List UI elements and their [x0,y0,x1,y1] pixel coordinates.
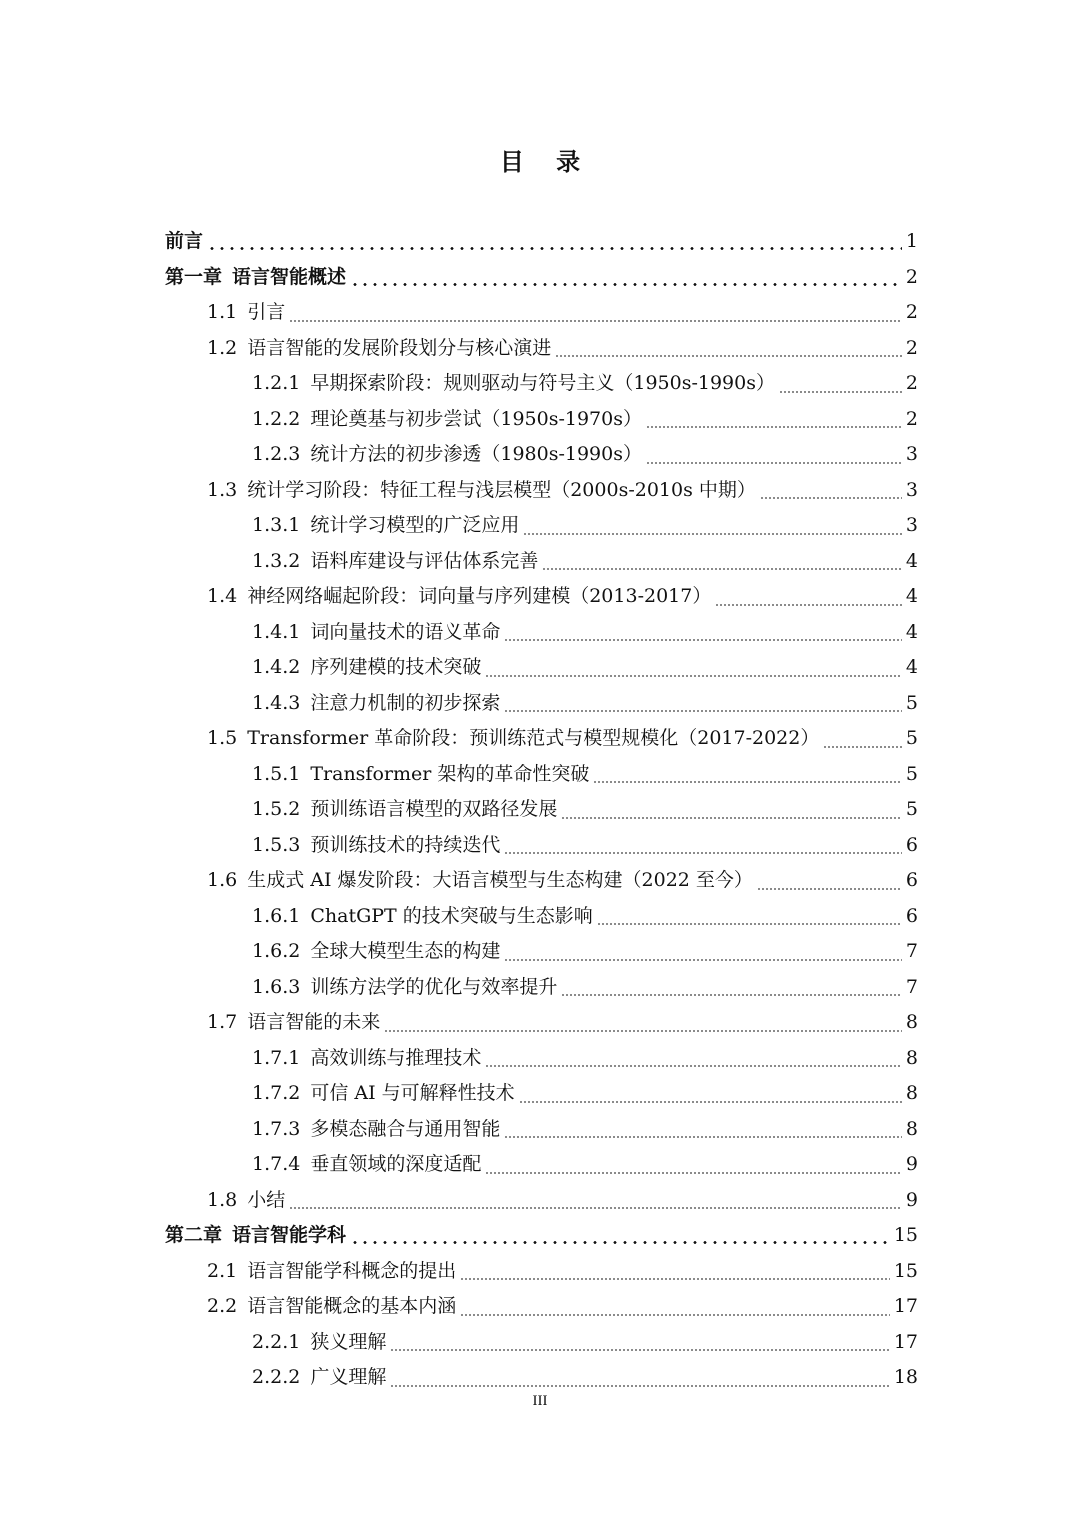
toc-entry-title: 理论奠基与初步尝试（1950s-1970s） [310,407,642,430]
toc-entry-page: 4 [905,656,918,679]
toc-entry-page: 2 [905,265,918,288]
toc-entry-page: 5 [905,798,918,821]
toc-entry-number: 1.6.1 [252,904,301,927]
dot-leader [485,675,902,677]
dot-leader [504,959,902,961]
dot-leader [485,1172,902,1174]
dot-leader [350,1241,890,1244]
toc-entry-number: 2.1 [207,1259,238,1282]
dot-leader [485,1065,902,1067]
toc-entry-number: 1.3 [207,478,238,501]
dot-leader [757,888,902,890]
toc-entry-number: 1.1 [207,301,238,324]
toc-entry-number: 1.2.1 [252,372,301,395]
toc-section-entry[interactable] [207,1005,918,1041]
toc-entry-title: 注意力机制的初步探索 [310,691,501,714]
toc-entry-title: 语言智能的发展阶段划分与核心演进 [247,336,552,359]
dot-leader [779,391,902,393]
toc-entry-page: 8 [905,1117,918,1140]
toc-section-entry[interactable] [207,295,918,331]
toc-entry-number: 2.2.2 [252,1366,301,1389]
toc-section-entry[interactable] [252,1041,918,1077]
toc-entry-title: 神经网络崛起阶段：词向量与序列建模（2013-2017） [247,585,712,608]
toc-entry-page: 7 [905,940,918,963]
toc-section-entry[interactable] [207,473,918,509]
dot-leader [504,639,902,641]
toc-entry-title: 语言智能学科概念的提出 [247,1259,457,1282]
toc-section-entry[interactable] [252,437,918,473]
toc-section-entry[interactable] [207,721,918,757]
toc-entry-number: 1.6.2 [252,940,301,963]
dot-leader [289,1207,902,1209]
toc-entry-title: 早期探索阶段：规则驱动与符号主义（1950s-1990s） [310,372,775,395]
toc-entry-number: 1.4.2 [252,656,301,679]
toc-entry-title: Transformer 革命阶段：预训练范式与模型规模化（2017-2022） [247,727,820,750]
dot-leader [390,1349,889,1351]
toc-entry-title: 多模态融合与通用智能 [310,1117,501,1140]
dot-leader [593,781,902,783]
toc-entry-page: 2 [905,407,918,430]
toc-section-entry[interactable] [252,1147,918,1183]
toc-entry-page: 5 [905,727,918,750]
dot-leader [384,1030,902,1032]
toc-section-entry[interactable] [252,402,918,438]
toc-section-entry[interactable] [252,1360,918,1396]
toc-entry-page: 8 [905,1011,918,1034]
toc-entry-number: 1.6 [207,869,238,892]
toc-entry-title: 广义理解 [310,1366,387,1389]
toc-entry-number: 1.4.3 [252,691,301,714]
toc-entry-page: 6 [905,904,918,927]
toc-section-entry[interactable] [252,615,918,651]
toc-entry-page: 5 [905,762,918,785]
toc-section-entry[interactable] [252,970,918,1006]
dot-leader [646,426,902,428]
toc-entry-page: 3 [905,478,918,501]
toc-entry-number: 1.3.1 [252,514,301,537]
toc-entry-number: 1.7.3 [252,1117,301,1140]
page-number: III [532,1393,548,1409]
toc-section-entry[interactable] [252,934,918,970]
toc-entry-number: 1.5.3 [252,833,301,856]
dot-leader [460,1314,890,1316]
toc-entry-number: 1.5.1 [252,762,301,785]
dot-leader [504,852,902,854]
dot-leader [390,1385,889,1387]
dot-leader [523,533,902,535]
dot-leader [289,320,902,322]
toc-entry-title: 序列建模的技术突破 [310,656,482,679]
toc-entry-number: 第一章 [165,265,223,288]
toc-entry-number: 1.5.2 [252,798,301,821]
toc-entry-page: 17 [893,1295,918,1318]
toc-section-entry[interactable] [252,544,918,580]
toc-entry-title: 语言智能的未来 [247,1011,381,1034]
toc-entry-number: 1.8 [207,1188,238,1211]
dot-leader [760,497,902,499]
toc-entry-page: 15 [893,1259,918,1282]
page-title: 目 录 [499,148,593,176]
toc-entry-title: 统计学习阶段：特征工程与浅层模型（2000s-2010s 中期） [247,478,756,501]
toc-section-entry[interactable] [252,828,918,864]
toc-entry-title: 小结 [247,1188,286,1211]
toc-entry-number: 2.2.1 [252,1330,301,1353]
toc-entry-title: 前言 [165,230,204,253]
toc-entry-page: 18 [893,1366,918,1389]
toc-section-entry[interactable] [252,757,918,793]
toc-entry-number: 1.7.2 [252,1082,301,1105]
toc-entry-title: 统计方法的初步渗透（1980s-1990s） [310,443,642,466]
toc-entry-page: 4 [905,549,918,572]
toc-section-entry[interactable] [252,1112,918,1148]
toc-entry-number: 1.4.1 [252,620,301,643]
toc-entry-title: 预训练技术的持续迭代 [310,833,501,856]
toc-chapter-entry[interactable] [165,224,918,260]
toc-section-entry[interactable] [252,1325,918,1361]
toc-entry-number: 第二章 [165,1224,223,1247]
toc-section-entry[interactable] [252,366,918,402]
dot-leader [542,568,902,570]
toc-entry-page: 3 [905,443,918,466]
toc-entry-title: 预训练语言模型的双路径发展 [310,798,558,821]
toc-entry-number: 1.4 [207,585,238,608]
dot-leader [207,247,902,250]
toc-entry-title: 词向量技术的语义革命 [310,620,501,643]
toc-entry-title: Transformer 架构的革命性突破 [310,762,590,785]
toc-entry-page: 1 [905,230,918,253]
toc-entry-page: 2 [905,301,918,324]
toc-entry-title: ChatGPT 的技术突破与生态影响 [310,904,593,927]
toc-entry-page: 9 [905,1153,918,1176]
toc-entry-title: 语言智能概述 [232,265,347,288]
toc-section-entry[interactable] [207,579,918,615]
dot-leader [350,283,902,286]
toc-entry-page: 2 [905,372,918,395]
toc-section-entry[interactable] [252,792,918,828]
dot-leader [823,746,902,748]
toc-entry-title: 训练方法学的优化与效率提升 [310,975,558,998]
dot-leader [715,604,902,606]
toc-entry-page: 17 [893,1330,918,1353]
toc-entry-number: 1.2 [207,336,238,359]
dot-leader [460,1278,890,1280]
toc-entry-title: 垂直领域的深度适配 [310,1153,482,1176]
toc-section-entry[interactable] [252,686,918,722]
toc-section-entry[interactable] [252,1076,918,1112]
toc-entry-number: 1.3.2 [252,549,301,572]
toc-section-entry[interactable] [252,508,918,544]
toc-entry-page: 2 [905,336,918,359]
toc-entry-page: 8 [905,1046,918,1069]
toc-chapter-entry[interactable] [165,260,918,296]
toc-section-entry[interactable] [207,1289,918,1325]
dot-leader [561,817,902,819]
toc-entry-title: 可信 AI 与可解释性技术 [310,1082,515,1105]
toc-entry-title: 语言智能概念的基本内涵 [247,1295,457,1318]
toc-entry-title: 引言 [247,301,286,324]
toc-entry-number: 1.2.2 [252,407,301,430]
dot-leader [597,923,902,925]
toc-section-entry[interactable] [207,863,918,899]
toc-entry-page: 7 [905,975,918,998]
toc-entry-page: 4 [905,585,918,608]
toc-entry-number: 1.5 [207,727,238,750]
toc-section-entry[interactable] [252,899,918,935]
toc-entry-title: 统计学习模型的广泛应用 [310,514,520,537]
dot-leader [646,462,902,464]
toc-chapter-entry[interactable] [165,1218,918,1254]
toc-entry-number: 1.7.4 [252,1153,301,1176]
dot-leader [504,1136,902,1138]
toc-entry-number: 1.7.1 [252,1046,301,1069]
toc-entry-page: 5 [905,691,918,714]
toc-entry-page: 9 [905,1188,918,1211]
toc-entry-page: 3 [905,514,918,537]
dot-leader [504,710,902,712]
toc-entry-page: 15 [893,1224,918,1247]
toc-entry-title: 语言智能学科 [232,1224,347,1247]
toc-entry-page: 4 [905,620,918,643]
toc-entry-title: 狭义理解 [310,1330,387,1353]
toc-entry-number: 1.7 [207,1011,238,1034]
toc-section-entry[interactable] [252,650,918,686]
toc-entry-title: 语料库建设与评估体系完善 [310,549,539,572]
toc-section-entry[interactable] [207,331,918,367]
toc-entry-title: 生成式 AI 爆发阶段：大语言模型与生态构建（2022 至今） [247,869,753,892]
dot-leader [561,994,902,996]
toc-entry-title: 全球大模型生态的构建 [310,940,501,963]
toc-entry-page: 6 [905,869,918,892]
toc-entry-number: 1.6.3 [252,975,301,998]
toc-section-entry[interactable] [207,1183,918,1219]
dot-leader [519,1101,902,1103]
toc-entry-number: 2.2 [207,1295,238,1318]
toc-section-entry[interactable] [207,1254,918,1290]
toc-entry-page: 8 [905,1082,918,1105]
toc-entry-title: 高效训练与推理技术 [310,1046,482,1069]
dot-leader [555,355,902,357]
toc-entry-page: 6 [905,833,918,856]
toc-entry-number: 1.2.3 [252,443,301,466]
